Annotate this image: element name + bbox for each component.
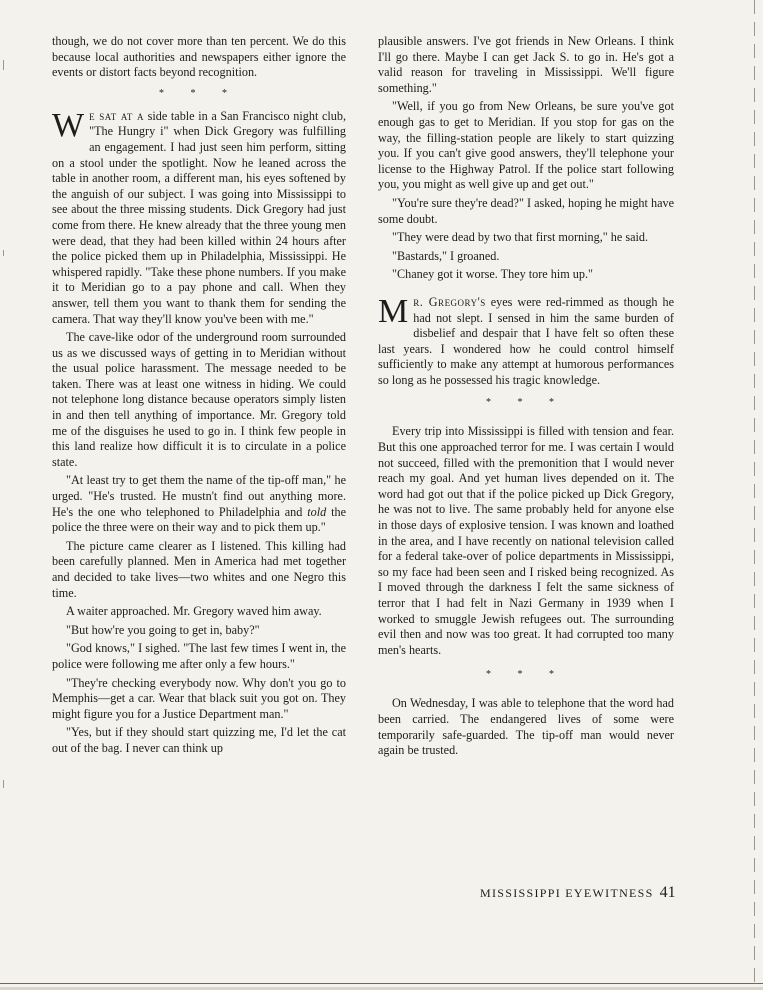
paragraph — [52, 473, 346, 535]
paragraph-text: "At least try to get them the name of the tip-off man," he urged. "He's trusted. He mustn't find out anything more. He's the one who telephoned to Philadelphia and — [52, 473, 346, 519]
paragraph: A waiter approached. Mr. Gregory waved him away. — [66, 604, 322, 619]
right-column — [378, 34, 674, 759]
paragraph-text: the police the three were on their way and to pick them up." — [52, 504, 347, 535]
page-edge-right — [754, 0, 755, 984]
paragraph: "Well, if you go from New Orleans, be sure you've got enough gas to get to Meridian. If you stop for gas on the way, the filling-station people are likely to start quizzing you. If you can't give good answers, they'll telephone your license to the Highway Patrol. If the police start following you, you might as well give up and get out." — [378, 99, 674, 192]
scan-mark — [3, 60, 4, 70]
paragraph: plausible answers. I've got friends in New Orleans. I think I'll go there. Maybe I can get Jack S. to go in. He's got a valid reason for traveling in Mississippi. We'll figure something." — [378, 34, 674, 95]
emphasis: told — [307, 504, 327, 519]
small-caps-lead: e sat at a — [89, 108, 144, 123]
drop-cap: M — [378, 292, 409, 330]
paragraph-dropcap — [52, 106, 346, 327]
paragraph-text: side table in a San Francisco night club, "The Hungry i" when Dick Gregory was fulfilling an engagement. I had just seen him perform, sitting on a stool under the spotlight. Now he leaned across the table in another room, a different man, his eyes softened by the anguish of our subject. I was going into Mississippi to see about the three missing students. Dick Gregory had just come from there. He knew already that the three young men were dead, that they had been killed within 24 hours after the police picked them up in Philadelphia, Mississippi. He whispered rapidly. "Take these phone numbers. If you make it to Meridian go to a pay phone and call. When they answer, tell them you want to thank them for sending the camera. That way they'll know you've been with me." — [52, 108, 346, 326]
paragraph: though, we do not cover more than ten percent. We do this because local authorities and newspapers either ignore the events or distort facts beyond recognition. — [52, 34, 346, 80]
left-column — [52, 34, 346, 757]
scan-mark — [3, 250, 4, 256]
paragraph: "They were dead by two that first morning," he said. — [392, 230, 649, 245]
paragraph: Every trip into Mississippi is filled with tension and fear. But this one approached terror for me. I was certain I would not succeed, filled with the premonition that I would never reach my goal. And yet human lives depended on it. The word had got out that if the police picked up Dick Gregory, he was not to live. The same probably held for anyone else in those days of explosive tension. I was known and loathed in the area, and I have recently on national television called for a federal take-over of police departments in Mississippi, so my face had been seen and I risked being recognized. As I moved through the darkness I felt the same sickness of terror that I had felt in Nazi Germany in 1939 when I worked to smuggle Jewish refugees out. The surrounding evil then and now was too great. It had corrupted too many men's hearts. — [378, 424, 674, 657]
drop-cap: W — [52, 106, 85, 144]
page-footer — [480, 884, 680, 902]
paragraph: "You're sure they're dead?" I asked, hoping he might have some doubt. — [378, 195, 674, 226]
paragraph: On Wednesday, I was able to telephone that the word had been carried. The endangered lives of some were temporarily safe-guarded. The tip-off man would never again be trusted. — [378, 696, 674, 758]
paragraph: "God knows," I sighed. "The last few times I went in, the police were following me after only a few hours." — [52, 641, 346, 671]
section-separator: * * * — [486, 397, 566, 409]
paragraph: "Yes, but if they should start quizzing me, I'd let the cat out of the bag. I never can think up — [52, 725, 346, 755]
paragraph: "Bastards," I groaned. — [392, 248, 500, 263]
paragraph: "But how're you going to get in, baby?" — [66, 622, 260, 637]
paragraph: "Chaney got it worse. They tore him up." — [392, 267, 593, 282]
paragraph: The cave-like odor of the underground room surrounded us as we discussed ways of getting in to Meridian without the usual police harassment. The message needed to be taken. There was at least one witness in hiding. We could not telephone long distance because operators simply listen in and then tell anything of importance. Mr. Gregory told me of the disguises he used to go in. I think few people in this land realize how difficult it is to circulate in a police state. — [52, 330, 346, 469]
running-title: MISSISSIPPI EYEWITNESS — [480, 886, 654, 900]
section-separator: * * * — [159, 87, 239, 99]
paragraph-dropcap — [378, 292, 675, 389]
scan-mark — [3, 780, 4, 788]
section-separator: * * * — [486, 669, 566, 681]
page-edge-bottom — [0, 983, 763, 984]
small-caps-lead: r. Gregory's — [413, 294, 486, 309]
paragraph: The picture came clearer as I listened. This killing had been carefully planned. Men in America had met together and decided to take lives—two whites and one Negro this time. — [52, 538, 346, 600]
paragraph: "They're checking everybody now. Why don't you go to Memphis—get a car. Wear that black suit you got on. They might figure you for a Justice Department man." — [52, 675, 346, 721]
page-number: 41 — [659, 884, 676, 901]
paragraph-text: eyes were red-rimmed as though he had not slept. I sensed in him the same burden of disbelief and despair that I have felt so often these last years. I wondered how he could control himself sufficiently to make any attempt at humorous performances so long as he possessed his tragic knowledge. — [378, 294, 675, 387]
